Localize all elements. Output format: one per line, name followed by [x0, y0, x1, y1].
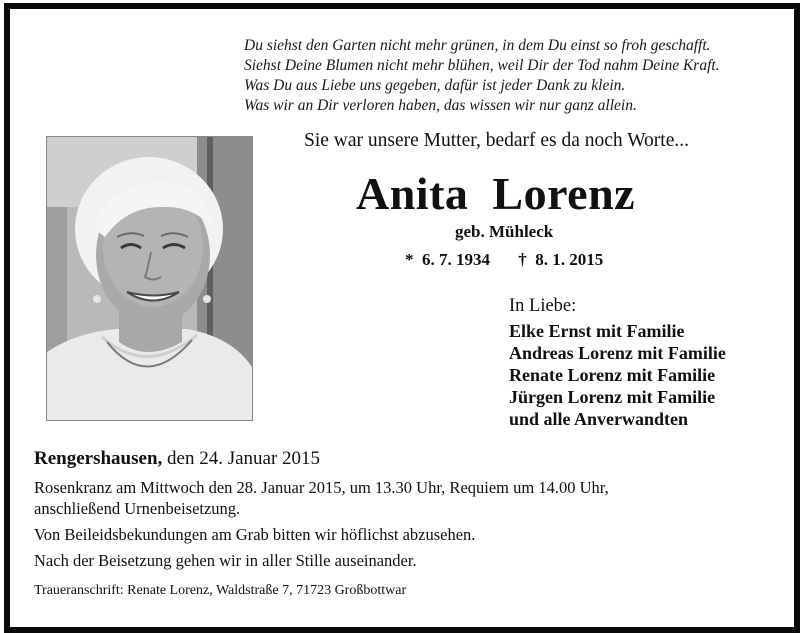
mourner: und alle Anverwandten — [509, 409, 689, 429]
poem-line: Siehst Deine Blumen nicht mehr blühen, weil Dir der Tod nahm Deine Kraft. — [244, 57, 720, 74]
mourner: Elke Ernst mit Familie — [509, 321, 685, 341]
portrait-photo — [46, 136, 253, 421]
tagline: Sie war unsere Mutter, bedarf es da noch Worte... — [304, 130, 689, 151]
poem-line: Was Du aus Liebe uns gegeben, dafür ist jeder Dank zu klein. — [244, 77, 626, 94]
notice-line: Von Beileidsbekundungen am Grab bitten wir höflichst abzusehen. — [34, 525, 476, 544]
poem-line: Du siehst den Garten nicht mehr grünen, in dem Du einst so froh geschafft. — [244, 37, 711, 54]
mourner: Jürgen Lorenz mit Familie — [509, 387, 716, 407]
date: den 24. Januar 2015 — [162, 448, 321, 469]
notice-line: anschließend Urnenbeisetzung. — [34, 499, 241, 518]
deceased-name: Anita Lorenz — [356, 168, 636, 219]
mourner: Andreas Lorenz mit Familie — [509, 343, 726, 363]
notice-line: Nach der Beisetzung gehen wir in aller Stille auseinander. — [34, 551, 417, 570]
birth-date: * 6. 7. 1934 — [405, 250, 490, 269]
maiden-name: geb. Mühleck — [455, 222, 554, 241]
poem-line: Was wir an Dir verloren haben, das wissen wir nur ganz allein. — [244, 97, 637, 114]
mourners-list — [509, 320, 726, 430]
place-date-line — [34, 448, 320, 470]
mourners-intro: In Liebe: — [509, 296, 577, 316]
notice-line: Rosenkranz am Mittwoch den 28. Januar 2015, um 13.30 Uhr, Requiem um 14.00 Uhr, — [34, 478, 609, 497]
place: Rengershausen, — [34, 448, 163, 469]
death-date: † 8. 1. 2015 — [518, 250, 604, 269]
life-dates — [405, 250, 603, 270]
mourning-address: Traueranschrift: Renate Lorenz, Waldstraße 7, 71723 Großbottwar — [34, 583, 407, 598]
mourner: Renate Lorenz mit Familie — [509, 365, 716, 385]
poem — [244, 36, 720, 116]
funeral-notice — [34, 477, 609, 571]
